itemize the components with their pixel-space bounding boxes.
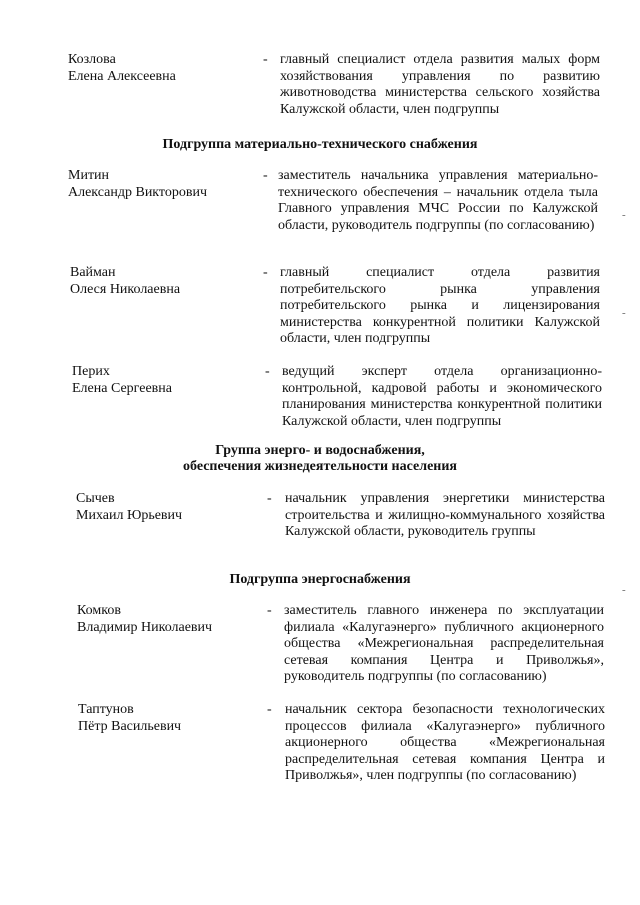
member-surname: Козлова: [68, 52, 116, 67]
member-name: [72, 364, 172, 397]
member-given-names: Михаил Юрьевич: [76, 507, 183, 523]
member-name: [68, 168, 207, 201]
dash-separator: -: [267, 702, 272, 717]
member-given-names: Елена Алексеевна: [68, 68, 176, 84]
scan-margin-mark: -: [622, 584, 626, 596]
member-duty: ведущий эксперт отдела организационно-контрольной, кадровой работы и экономического планирования министерства конкурентной политики Калужской области, член подгруппы: [282, 364, 602, 429]
member-name: [78, 702, 181, 735]
member-surname: Комков: [77, 603, 121, 618]
dash-separator: -: [263, 52, 268, 67]
member-name: [70, 265, 180, 298]
member-duty: заместитель главного инженера по эксплуатации филиала «Калугаэнерго» публичного акционерного общества «Межрегиональная распределительная сетевая компания Центра и Приволжья», руководитель подгруппы (по согласованию): [284, 603, 604, 684]
member-surname: Митин: [68, 168, 110, 183]
member-duty: начальник управления энергетики министерства строительства и жилищно-коммунального хозяйства Калужской области, руководитель группы: [285, 491, 605, 539]
member-duty: главный специалист отдела развития потребительского рынка управления потребительского рынка и лицензирования министерства конкурентной политики Калужской области, член подгруппы: [280, 265, 600, 346]
member-surname: Вайман: [70, 265, 116, 280]
member-duty: заместитель начальника управления материально-технического обеспечения – начальник отдела тыла Главного управления МЧС России по Калужской области, руководитель подгруппы (по согласованию): [278, 168, 598, 233]
subgroup-heading-energy: Подгруппа энергоснабжения: [229, 572, 411, 587]
group-heading-energy-line2: обеспечения жизнедеятельности населения: [183, 459, 457, 474]
dash-separator: -: [263, 265, 268, 280]
member-surname: Перих: [72, 364, 110, 379]
dash-separator: -: [265, 364, 270, 379]
member-surname: Сычев: [76, 491, 115, 506]
member-name: [77, 603, 212, 636]
subgroup-heading-material: Подгруппа материально-технического снабжения: [162, 137, 478, 152]
member-duty: начальник сектора безопасности технологических процессов филиала «Калугаэнерго» публичного акционерного общества «Межрегиональная распределительная сетевая компания Центра и Приволжья», член подгруппы (по согласованию): [285, 702, 605, 783]
member-surname: Таптунов: [78, 702, 134, 717]
group-heading-energy-line1: Группа энерго- и водоснабжения,: [215, 443, 425, 458]
member-given-names: Александр Викторович: [68, 184, 208, 200]
dash-separator: -: [263, 168, 268, 183]
dash-separator: -: [267, 603, 272, 618]
dash-separator: -: [267, 491, 272, 506]
scan-margin-mark: -: [622, 209, 626, 221]
member-name: [76, 491, 182, 524]
member-given-names: Владимир Николаевич: [77, 619, 213, 635]
member-duty: главный специалист отдела развития малых форм хозяйствования управления по развитию животноводства министерства сельского хозяйства Калужской области, член подгруппы: [280, 52, 600, 117]
member-given-names: Елена Сергеевна: [72, 380, 172, 396]
member-given-names: Олеся Николаевна: [70, 281, 181, 297]
member-name: [68, 52, 176, 85]
scan-margin-mark: -: [622, 307, 626, 319]
member-given-names: Пётр Васильевич: [78, 718, 182, 734]
